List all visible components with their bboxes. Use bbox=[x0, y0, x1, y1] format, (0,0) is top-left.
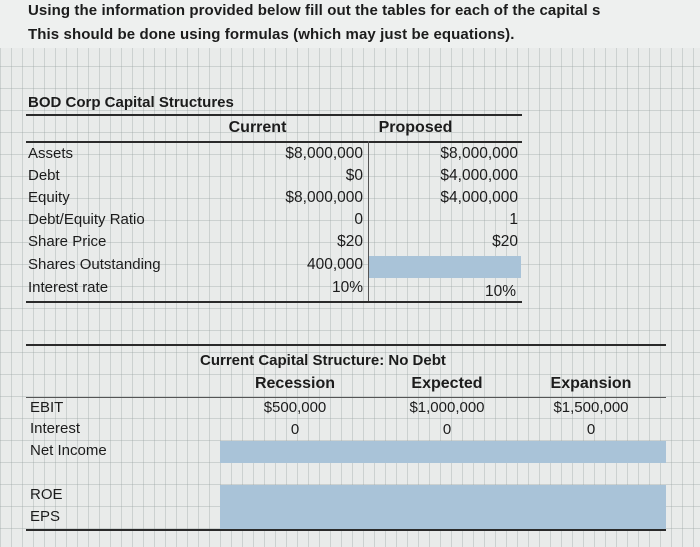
row-label-eps: EPS bbox=[30, 508, 61, 525]
row-label-interest-rate: Interest rate bbox=[28, 279, 109, 296]
row-label-interest: Interest bbox=[30, 420, 81, 437]
row-label-equity: Equity bbox=[28, 189, 70, 206]
cell-current-debt-equity-ratio[interactable]: 0 bbox=[354, 211, 363, 228]
column-header-expected: Expected bbox=[411, 375, 483, 392]
scenario-table-bottom-border bbox=[26, 529, 666, 531]
row-label-net-income: Net Income bbox=[30, 442, 107, 459]
row-label-shares-outstanding: Shares Outstanding bbox=[28, 256, 161, 273]
cell-expansion-ebit[interactable]: $1,500,000 bbox=[553, 399, 629, 416]
column-header-current: Current bbox=[228, 119, 287, 136]
scenario-table-top-border bbox=[26, 344, 666, 346]
scenario-table-header-border bbox=[26, 397, 666, 398]
roe-eps-rows-fill[interactable] bbox=[220, 485, 666, 529]
scenario-table-title: Current Capital Structure: No Debt bbox=[200, 352, 446, 369]
row-label-ebit: EBIT bbox=[30, 399, 64, 416]
row-label-debt-equity-ratio: Debt/Equity Ratio bbox=[28, 211, 145, 228]
instruction-line-1: Using the information provided below fill out the tables for each of the capital s bbox=[28, 2, 601, 19]
cell-current-interest-rate[interactable]: 10% bbox=[331, 279, 363, 296]
row-label-share-price: Share Price bbox=[28, 233, 107, 250]
cell-current-assets[interactable]: $8,000,000 bbox=[285, 145, 363, 162]
cell-expansion-interest[interactable]: 0 bbox=[586, 421, 596, 438]
cell-current-equity[interactable]: $8,000,000 bbox=[285, 189, 363, 206]
cell-recession-interest[interactable]: 0 bbox=[290, 421, 300, 438]
cell-proposed-interest-rate[interactable]: 10% bbox=[484, 283, 516, 300]
column-header-recession: Recession bbox=[254, 375, 336, 392]
cell-proposed-debt[interactable]: $4,000,000 bbox=[440, 167, 518, 184]
cell-recession-ebit[interactable]: $500,000 bbox=[263, 399, 327, 416]
cell-expected-interest[interactable]: 0 bbox=[442, 421, 452, 438]
capital-table-header-border bbox=[26, 141, 522, 143]
cell-proposed-shares-outstanding[interactable] bbox=[369, 256, 521, 278]
capital-table-bottom-border bbox=[26, 301, 522, 303]
instruction-line-2: This should be done using formulas (which may just be equations). bbox=[28, 26, 515, 43]
column-header-expansion: Expansion bbox=[550, 375, 632, 392]
cell-proposed-equity[interactable]: $4,000,000 bbox=[440, 189, 518, 206]
cell-proposed-share-price[interactable]: $20 bbox=[492, 233, 518, 250]
cell-proposed-debt-equity-ratio[interactable]: 1 bbox=[509, 211, 518, 228]
net-income-row-fill[interactable] bbox=[220, 441, 666, 463]
row-label-assets: Assets bbox=[28, 145, 74, 162]
capital-table-top-border bbox=[26, 114, 522, 116]
column-header-proposed: Proposed bbox=[378, 119, 453, 136]
cell-expected-ebit[interactable]: $1,000,000 bbox=[409, 399, 485, 416]
cell-current-shares-outstanding[interactable]: 400,000 bbox=[306, 256, 363, 273]
cell-current-share-price[interactable]: $20 bbox=[337, 233, 363, 250]
capital-table-title: BOD Corp Capital Structures bbox=[28, 94, 234, 111]
cell-proposed-assets[interactable]: $8,000,000 bbox=[440, 145, 518, 162]
cell-current-debt[interactable]: $0 bbox=[345, 167, 363, 184]
row-label-debt: Debt bbox=[28, 167, 60, 184]
row-label-roe: ROE bbox=[30, 486, 63, 503]
